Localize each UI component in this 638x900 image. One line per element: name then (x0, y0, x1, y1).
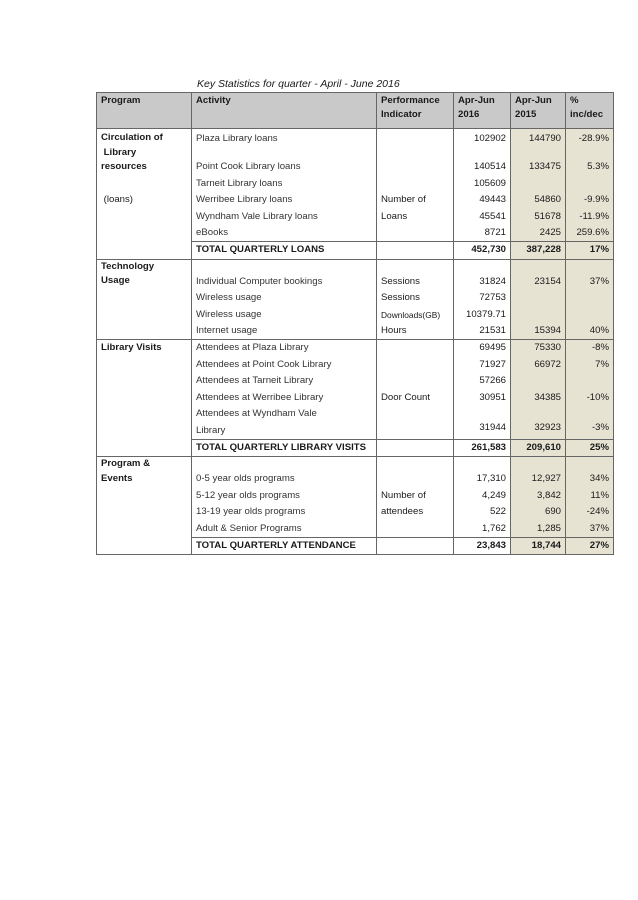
value-2016: 17,310 (454, 457, 511, 488)
value-2015: 66972 (511, 357, 566, 373)
activity-cell: Tarneit Library loans (192, 176, 377, 192)
value-2015: 144790 (511, 131, 566, 147)
pct-change: 40% (566, 323, 614, 340)
section-visits-label: Library Visits (97, 340, 192, 357)
table-row (97, 131, 614, 147)
table-row (97, 225, 614, 242)
pct-change (566, 373, 614, 389)
activity-cell: Attendees at Point Cook Library (192, 357, 377, 373)
table-row (97, 176, 614, 192)
pct-change: -24% (566, 504, 614, 520)
indicator-cell: attendees (377, 504, 454, 520)
pct-change (566, 307, 614, 323)
activity-cell: Adult & Senior Programs (192, 521, 377, 538)
value-2015: 133475 (511, 147, 566, 175)
value-2015: 3,842 (511, 488, 566, 504)
table-row (97, 521, 614, 538)
pct-change: 34% (566, 457, 614, 488)
indicator-cell: Hours (377, 323, 454, 340)
section-technology-label: Technology Usage (97, 259, 192, 306)
value-2016: 31824 (454, 259, 511, 290)
page-title: Key Statistics for quarter - April - June 2016 (197, 78, 400, 90)
value-2016: 522 (454, 504, 511, 520)
activity-cell: Attendees at Tarneit Library (192, 373, 377, 389)
value-2016: 105609 (454, 176, 511, 192)
value-2016: 45541 (454, 209, 511, 225)
value-2016: 102902 (454, 131, 511, 147)
value-2015: 12,927 (511, 457, 566, 488)
value-2015 (511, 373, 566, 389)
value-2015: 51678 (511, 209, 566, 225)
pct-change: -8% (566, 340, 614, 357)
indicator-cell: Number of (377, 192, 454, 208)
value-2015: 690 (511, 504, 566, 520)
table-row (97, 457, 614, 488)
value-2015: 15394 (511, 323, 566, 340)
value-2015: 2425 (511, 225, 566, 242)
activity-cell: 5-12 year olds programs (192, 488, 377, 504)
pct-change: 259.6% (566, 225, 614, 242)
total-label: TOTAL QUARTERLY LIBRARY VISITS (192, 439, 377, 456)
header-program: Program (97, 93, 192, 129)
value-2016: 1,762 (454, 521, 511, 538)
table-row (97, 192, 614, 208)
total-row (97, 439, 614, 456)
total-pct: 17% (566, 242, 614, 259)
table-row (97, 259, 614, 290)
total-pct: 25% (566, 439, 614, 456)
table-row (97, 323, 614, 340)
indicator-cell: Number of (377, 488, 454, 504)
pct-change: -3% (566, 406, 614, 439)
activity-cell: Internet usage (192, 323, 377, 340)
activity-cell: eBooks (192, 225, 377, 242)
total-pct: 27% (566, 537, 614, 554)
activity-cell: Point Cook Library loans (192, 147, 377, 175)
pct-change: 37% (566, 259, 614, 290)
activity-cell: Plaza Library loans (192, 131, 377, 147)
total-row (97, 242, 614, 259)
indicator-cell: Door Count (377, 390, 454, 406)
pct-change (566, 176, 614, 192)
value-2015 (511, 290, 566, 306)
pct-change: 7% (566, 357, 614, 373)
table-row (97, 307, 614, 323)
value-2015: 75330 (511, 340, 566, 357)
section-circulation-label: Circulation of Library resources (97, 131, 192, 176)
activity-cell: Wyndham Vale Library loans (192, 209, 377, 225)
total-2015: 387,228 (511, 242, 566, 259)
pct-change: 37% (566, 521, 614, 538)
table-row (97, 373, 614, 389)
value-2016: 72753 (454, 290, 511, 306)
table-row (97, 390, 614, 406)
indicator-cell: Sessions (377, 290, 454, 306)
value-2015 (511, 176, 566, 192)
total-2016: 23,843 (454, 537, 511, 554)
total-2016: 261,583 (454, 439, 511, 456)
indicator-cell: Downloads(GB) (377, 307, 454, 323)
value-2016: 30951 (454, 390, 511, 406)
header-2015: Apr-Jun 2015 (511, 93, 566, 129)
activity-cell: 0-5 year olds programs (192, 457, 377, 488)
activity-cell: Wireless usage (192, 307, 377, 323)
value-2016: 21531 (454, 323, 511, 340)
pct-change (566, 290, 614, 306)
value-2015 (511, 307, 566, 323)
total-row (97, 537, 614, 554)
activity-cell: Attendees at Wyndham Vale Library (192, 406, 377, 439)
table-row (97, 340, 614, 357)
total-label: TOTAL QUARTERLY ATTENDANCE (192, 537, 377, 554)
key-statistics-table (96, 92, 614, 555)
table-row (97, 357, 614, 373)
activity-cell: Werribee Library loans (192, 192, 377, 208)
value-2016: 57266 (454, 373, 511, 389)
pct-change: -11.9% (566, 209, 614, 225)
value-2015: 23154 (511, 259, 566, 290)
value-2016: 69495 (454, 340, 511, 357)
activity-cell: Individual Computer bookings (192, 259, 377, 290)
header-2016: Apr-Jun 2016 (454, 93, 511, 129)
total-2016: 452,730 (454, 242, 511, 259)
value-2016: 4,249 (454, 488, 511, 504)
activity-cell: Wireless usage (192, 290, 377, 306)
value-2015: 32923 (511, 406, 566, 439)
pct-change: -10% (566, 390, 614, 406)
value-2016: 10379.71 (454, 307, 511, 323)
value-2016: 49443 (454, 192, 511, 208)
pct-change: -9.9% (566, 192, 614, 208)
value-2015: 34385 (511, 390, 566, 406)
section-events-label: Program & Events (97, 457, 192, 504)
indicator-cell: Loans (377, 209, 454, 225)
activity-cell: Attendees at Plaza Library (192, 340, 377, 357)
value-2016: 71927 (454, 357, 511, 373)
header-pct: % inc/dec (566, 93, 614, 129)
pct-change: -28.9% (566, 131, 614, 147)
table-row (97, 504, 614, 520)
value-2015: 1,285 (511, 521, 566, 538)
table-row (97, 209, 614, 225)
section-circulation-sublabel: (loans) (97, 192, 192, 208)
total-2015: 18,744 (511, 537, 566, 554)
header-activity: Activity (192, 93, 377, 129)
total-2015: 209,610 (511, 439, 566, 456)
value-2016: 140514 (454, 147, 511, 175)
value-2016: 31944 (454, 406, 511, 439)
total-label: TOTAL QUARTERLY LOANS (192, 242, 377, 259)
activity-cell: 13-19 year olds programs (192, 504, 377, 520)
value-2016: 8721 (454, 225, 511, 242)
pct-change: 5.3% (566, 147, 614, 175)
pct-change: 11% (566, 488, 614, 504)
activity-cell: Attendees at Werribee Library (192, 390, 377, 406)
header-indicator: Performance Indicator (377, 93, 454, 129)
value-2015: 54860 (511, 192, 566, 208)
header-row (97, 93, 614, 129)
table-row (97, 406, 614, 439)
indicator-cell: Sessions (377, 259, 454, 290)
